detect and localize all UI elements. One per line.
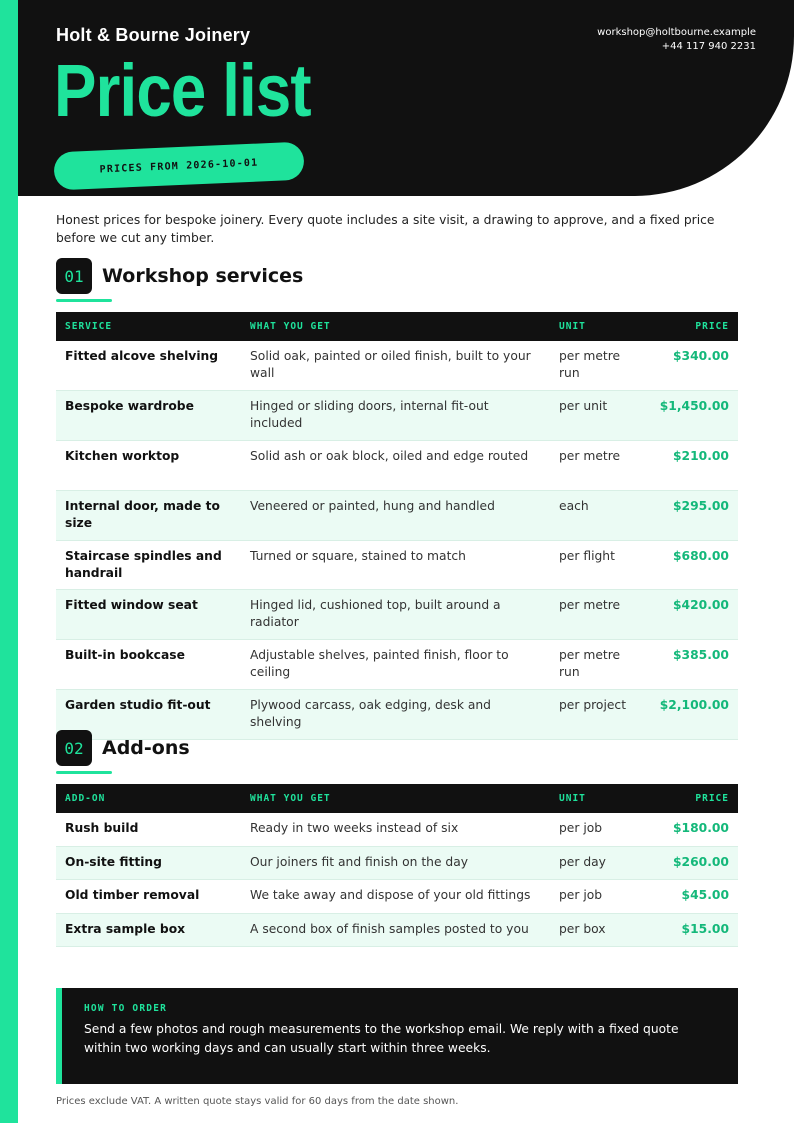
column-header: UNIT	[559, 321, 586, 332]
column-header: ADD-ON	[65, 793, 106, 804]
service-unit: per project	[550, 690, 646, 740]
service-description: Hinged lid, cushioned top, built around a radiator	[241, 590, 550, 640]
service-price: $1,450.00	[646, 391, 738, 441]
section-title: Add-ons	[102, 737, 190, 759]
table-row	[56, 880, 738, 913]
section-title: Workshop services	[102, 265, 304, 287]
addon-unit: per job	[550, 813, 646, 846]
addon-name: Extra sample box	[56, 913, 241, 946]
table-row	[56, 540, 738, 590]
column-header: UNIT	[559, 793, 586, 804]
addon-description: Our joiners fit and finish on the day	[241, 846, 550, 879]
section-number-badge: 01	[56, 258, 92, 294]
table-row	[56, 490, 738, 540]
service-price: $2,100.00	[646, 690, 738, 740]
service-name: Internal door, made to size	[56, 490, 241, 540]
table-row	[56, 846, 738, 879]
service-name: Bespoke wardrobe	[56, 391, 241, 441]
service-description: Solid ash or oak block, oiled and edge routed	[241, 441, 550, 491]
service-name: Built-in bookcase	[56, 640, 241, 690]
service-name: Kitchen worktop	[56, 441, 241, 491]
service-price: $420.00	[646, 590, 738, 640]
service-unit: per metre	[550, 441, 646, 491]
addon-name: Old timber removal	[56, 880, 241, 913]
addon-price: $260.00	[646, 846, 738, 879]
service-name: Fitted alcove shelving	[56, 341, 241, 391]
service-name: Staircase spindles and handrail	[56, 540, 241, 590]
column-header: SERVICE	[65, 321, 113, 332]
service-description: Hinged or sliding doors, internal fit-out included	[241, 391, 550, 441]
table-header-row	[56, 784, 738, 813]
table-row	[56, 913, 738, 946]
service-description: Turned or square, stained to match	[241, 540, 550, 590]
service-description: Solid oak, painted or oiled finish, built to your wall	[241, 341, 550, 391]
section-number-badge: 02	[56, 730, 92, 766]
section-underline	[56, 299, 112, 302]
service-unit: each	[550, 490, 646, 540]
column-header: WHAT YOU GET	[250, 793, 331, 804]
addon-description: We take away and dispose of your old fittings	[241, 880, 550, 913]
service-unit: per metre	[550, 590, 646, 640]
contact-block	[597, 26, 756, 54]
accent-sidebar-bar	[0, 0, 18, 1123]
addon-name: On-site fitting	[56, 846, 241, 879]
how-to-order-heading: HOW TO ORDER	[84, 1003, 168, 1014]
intro-text: Honest prices for bespoke joinery. Every quote includes a site visit, a drawing to approve, and a fixed price before we cut any timber.	[56, 213, 715, 245]
addon-description: Ready in two weeks instead of six	[241, 813, 550, 846]
service-description: Plywood carcass, oak edging, desk and shelving	[241, 690, 550, 740]
add-ons-table	[56, 784, 738, 947]
contact-email[interactable]: workshop@holtbourne.example	[597, 27, 756, 38]
addon-price: $180.00	[646, 813, 738, 846]
addon-unit: per day	[550, 846, 646, 879]
contact-phone[interactable]: +44 117 940 2231	[661, 41, 756, 52]
table-row	[56, 391, 738, 441]
table-row	[56, 341, 738, 391]
table-row	[56, 813, 738, 846]
column-header: PRICE	[695, 321, 729, 332]
workshop-services-table	[56, 312, 738, 740]
addon-description: A second box of finish samples posted to you	[241, 913, 550, 946]
column-header: WHAT YOU GET	[250, 321, 331, 332]
service-unit: per metre run	[550, 341, 646, 391]
section-underline	[56, 771, 112, 774]
addon-unit: per job	[550, 880, 646, 913]
addon-name: Rush build	[56, 813, 241, 846]
addon-price: $15.00	[646, 913, 738, 946]
section-heading-workshop-services	[56, 258, 303, 294]
service-name: Fitted window seat	[56, 590, 241, 640]
how-to-order-panel	[56, 988, 738, 1084]
service-unit: per unit	[550, 391, 646, 441]
section-heading-add-ons	[56, 730, 190, 766]
page-title: Price list	[54, 49, 311, 132]
addon-price: $45.00	[646, 880, 738, 913]
column-header: PRICE	[695, 793, 729, 804]
addon-unit: per box	[550, 913, 646, 946]
service-unit: per metre run	[550, 640, 646, 690]
service-price: $680.00	[646, 540, 738, 590]
service-description: Veneered or painted, hung and handled	[241, 490, 550, 540]
service-price: $340.00	[646, 341, 738, 391]
table-header-row	[56, 312, 738, 341]
table-row	[56, 441, 738, 491]
table-row	[56, 590, 738, 640]
table-row	[56, 640, 738, 690]
service-price: $295.00	[646, 490, 738, 540]
service-unit: per flight	[550, 540, 646, 590]
how-to-order-text: Send a few photos and rough measurements to the workshop email. We reply with a fixed quote within two working days and can usually start within three weeks.	[84, 1022, 679, 1055]
service-description: Adjustable shelves, painted finish, floor to ceiling	[241, 640, 550, 690]
service-name: Garden studio fit-out	[56, 690, 241, 740]
vat-footnote: Prices exclude VAT. A written quote stays valid for 60 days from the date shown.	[56, 1096, 459, 1107]
prices-from-label: PRICES FROM 2026-10-01	[99, 157, 259, 175]
service-price: $210.00	[646, 441, 738, 491]
service-price: $385.00	[646, 640, 738, 690]
company-name: Holt & Bourne Joinery	[56, 25, 251, 45]
